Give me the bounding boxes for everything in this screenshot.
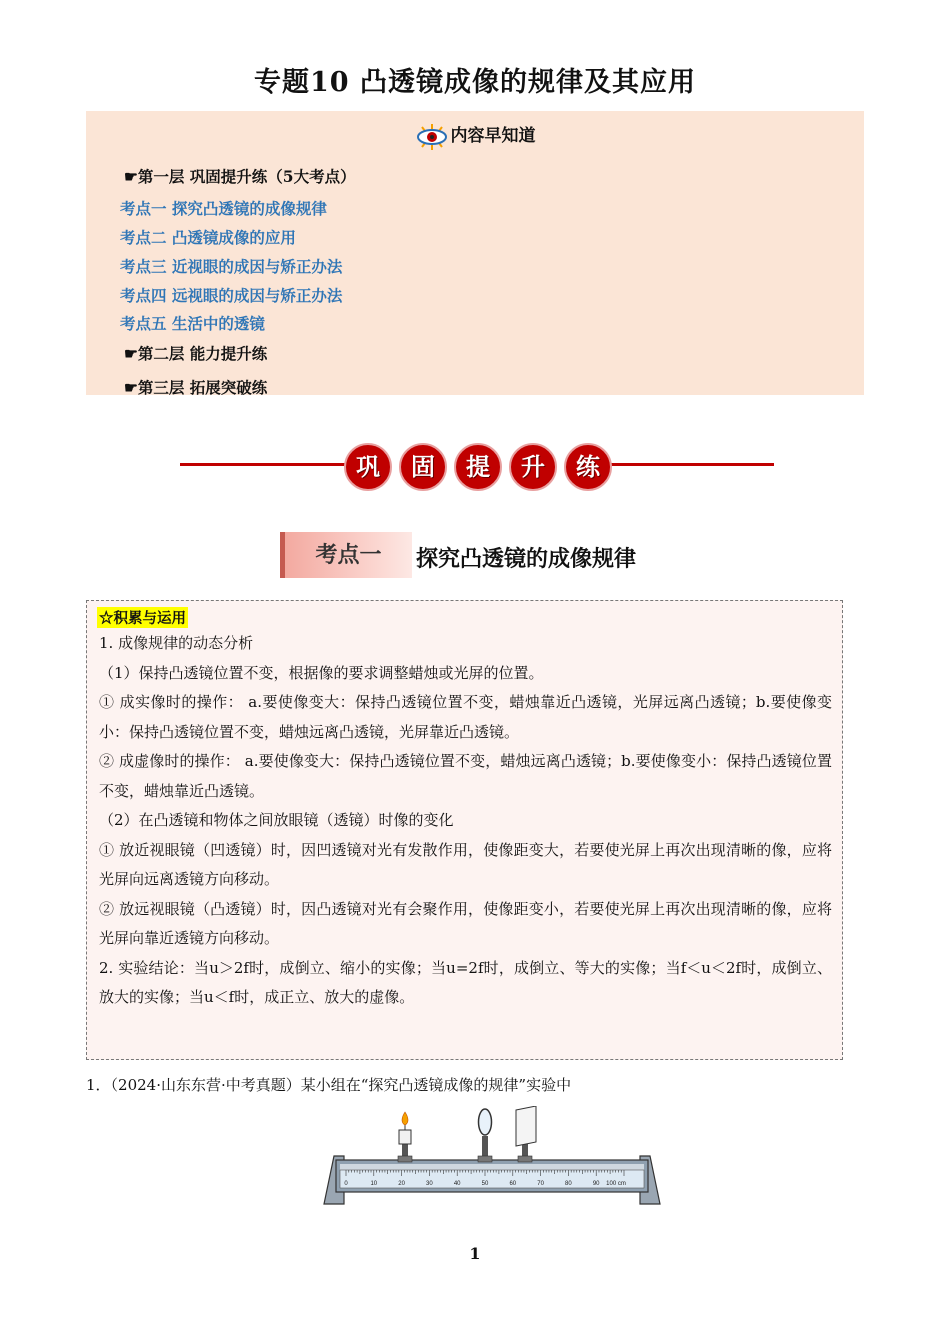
banner-char-4: 升 xyxy=(509,443,557,491)
toc-point-3[interactable]: 考点三 近视眼的成因与矫正办法 xyxy=(120,257,343,276)
toc-panel xyxy=(86,111,864,395)
toc-point-1[interactable]: 考点一 探究凸透镜的成像规律 xyxy=(120,199,327,218)
knowledge-line: ② 成虚像时的操作： a.要使像变大：保持凸透镜位置不变，蜡烛远离凸透镜；b.要使像变小：保持凸透镜位置不变，蜡烛靠近凸透镜。 xyxy=(99,752,832,800)
scale-label: 0 xyxy=(344,1181,348,1187)
knowledge-body xyxy=(99,629,832,1013)
question-1: 1．（2024·山东东营·中考真题）某小组在“探究凸透镜成像的规律”实验中 xyxy=(86,1076,572,1094)
knowledge-label: ☆积累与运用 xyxy=(97,607,188,628)
toc-layer-3[interactable]: ☛第三层 拓展突破练 xyxy=(124,378,268,397)
banner-line-right xyxy=(604,463,774,466)
page-title: 专题10 凸透镜成像的规律及其应用 xyxy=(254,67,696,98)
scale-label: 40 xyxy=(453,1181,461,1187)
toc-layer-1[interactable]: ☛第一层 巩固提升练（5大考点） xyxy=(124,167,356,186)
scale-label: 70 xyxy=(537,1181,544,1187)
kaodian-tag xyxy=(280,532,412,578)
lens-icon xyxy=(478,1109,492,1162)
page-number: 1 xyxy=(469,1244,481,1263)
toc-header xyxy=(86,121,864,150)
candle-icon xyxy=(398,1112,412,1162)
knowledge-line: ① 放近视眼镜（凹透镜）时，因凹透镜对光有发散作用，使像距变大，若要使光屏上再次出现清晰的像，应将光屏向远离透镜方向移动。 xyxy=(99,840,832,888)
scale-label: 100 cm xyxy=(606,1181,626,1187)
scale-label: 20 xyxy=(398,1181,405,1187)
scale-label: 60 xyxy=(509,1181,517,1187)
kaodian-tag-text: 考点一 xyxy=(315,542,382,568)
knowledge-line: （1）保持凸透镜位置不变，根据像的要求调整蜡烛或光屏的位置。 xyxy=(99,663,544,682)
banner-char-2: 固 xyxy=(399,443,447,491)
banner-char-3: 提 xyxy=(454,443,502,491)
banner-line-left xyxy=(180,463,350,466)
knowledge-box xyxy=(86,600,843,1060)
banner-char-1: 巩 xyxy=(344,443,392,491)
scale-label: 10 xyxy=(370,1181,378,1187)
banner-char-5: 练 xyxy=(564,443,612,491)
scale-label: 80 xyxy=(565,1181,572,1187)
knowledge-line: （2）在凸透镜和物体之间放眼镜（透镜）时像的变化 xyxy=(99,811,454,829)
toc-point-2[interactable]: 考点二 凸透镜成像的应用 xyxy=(120,228,296,247)
toc-header-text: 内容早知道 xyxy=(450,126,536,146)
toc-point-5[interactable]: 考点五 生活中的透镜 xyxy=(120,314,265,333)
knowledge-line: 2. 实验结论：当u＞2f时，成倒立、缩小的实像；当u=2f时，成倒立、等大的实像；当f＜u＜2f时，成倒立、放大的实像；当u＜f时，成正立、放大的虚像。 xyxy=(99,958,832,1006)
scale-label: 30 xyxy=(426,1181,433,1187)
eye-icon xyxy=(415,124,449,150)
screen-icon xyxy=(516,1106,536,1162)
scale-label: 90 xyxy=(592,1181,600,1187)
knowledge-line: 1. 成像规律的动态分析 xyxy=(99,634,254,652)
section-banner xyxy=(180,441,774,491)
knowledge-line: ① 成实像时的操作： a.要使像变大：保持凸透镜位置不变，蜡烛靠近凸透镜，光屏远离凸透镜；b.要使像变小：保持凸透镜位置不变，蜡烛远离凸透镜，光屏靠近凸透镜。 xyxy=(99,693,832,741)
toc-point-4[interactable]: 考点四 远视眼的成因与矫正办法 xyxy=(120,286,343,305)
scale-label: 50 xyxy=(481,1181,489,1187)
optical-bench-figure xyxy=(322,1106,662,1210)
toc-layer-2[interactable]: ☛第二层 能力提升练 xyxy=(124,344,268,363)
kaodian-title: 探究凸透镜的成像规律 xyxy=(416,546,637,572)
bench-rail-top xyxy=(340,1164,644,1170)
knowledge-line: ② 放远视眼镜（凸透镜）时，因凸透镜对光有会聚作用，使像距变小，若要使光屏上再次出现清晰的像，应将光屏向靠近透镜方向移动。 xyxy=(99,899,832,947)
